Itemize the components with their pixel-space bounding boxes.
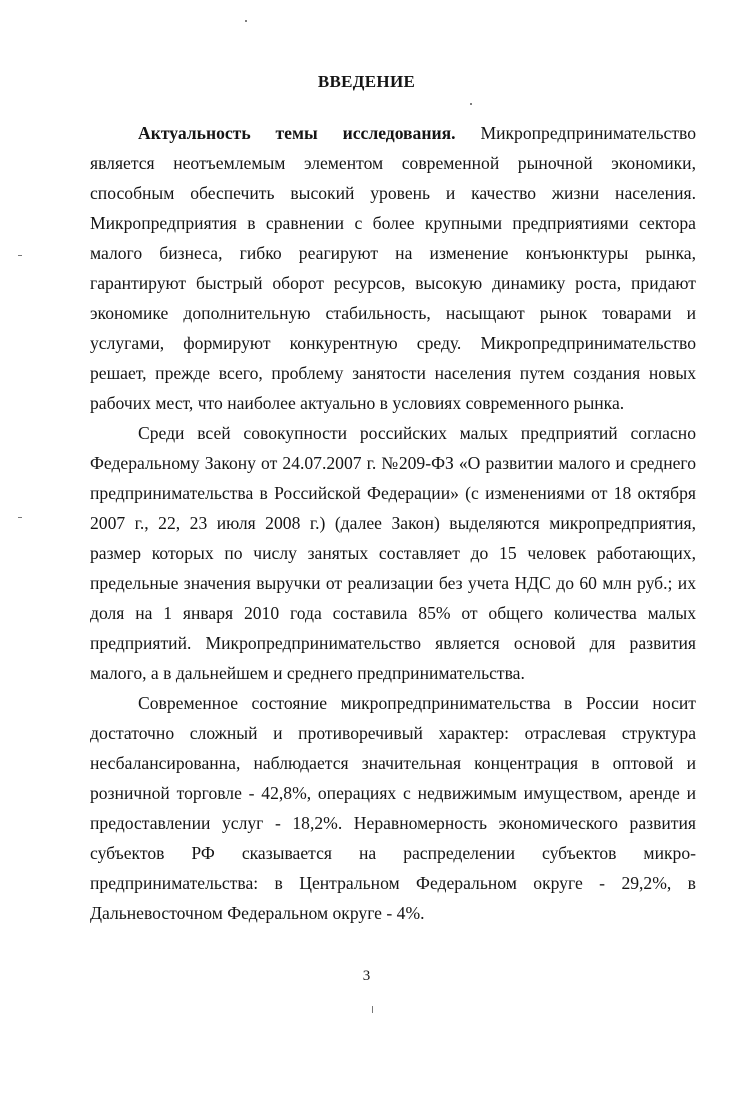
page-number: 3 (362, 968, 371, 984)
scan-speck (470, 103, 472, 105)
scan-mark (18, 255, 22, 256)
paragraph-law: Среди всей совокупности российских малых предприятий согласно Федеральному Закону от 24.07.2007 г. №209-ФЗ «О развитии малого и среднего предпринимательства в Российской Федерации» (с изменениями от 18 октября 2007 г., 22, 23 июля 2008 г.) (далее Закон) выделяются микропредприятия, размер которых по числу занятых составляет до 15 человек работающих, предельные значения выручки от реализации без учета НДС до 60 млн руб.; их доля на 1 января 2010 года составила 85% от общего количества малых предприятий. Микропредпринимательство является основой для развития малого, а в дальнейшем и среднего предпринимательства. (90, 423, 696, 683)
paragraph-lead: Актуальность темы исследования. (138, 123, 456, 143)
scan-speck (245, 20, 247, 22)
paragraph-relevance (90, 118, 696, 418)
paragraph-state: Современное состояние микропредпринимательства в России носит достаточно сложный и противоречивый характер: отраслевая структура несбалансированна, наблюдается значительная концентрация в оптовой и розничной торговле - 42,8%, операциях с недвижимым имуществом, аренде и предоставлении услуг - 18,2%. Неравномерность экономического развития субъектов РФ сказывается на распределении субъектов микро-предпринимательства: в Центральном Федеральном округе - 29,2%, в Дальневосточном Федеральном округе - 4%. (90, 693, 696, 923)
scan-mark (372, 1006, 373, 1013)
page-title: ВВЕДЕНИЕ (317, 72, 416, 91)
scan-mark (18, 517, 22, 518)
document-body (90, 118, 696, 928)
paragraph-text: Микропредпринимательство является неотъемлемым элементом современной рыночной экономики, способным обеспечить высокий уровень и качество жизни населения. Микропредприятия в сравнении с более крупными предприятиями сектора малого бизнеса, гибко реагируют на изменение конъюнктуры рынка, гарантируют быстрый оборот ресурсов, высокую динамику роста, придают экономике дополнительную стабильность, насыщают рынок товарами и услугами, формируют конкурентную среду. Микропредпринимательство решает, прежде всего, проблему занятости населения путем создания новых рабочих мест, что наиболее актуально в условиях современного рынка. (90, 123, 696, 413)
